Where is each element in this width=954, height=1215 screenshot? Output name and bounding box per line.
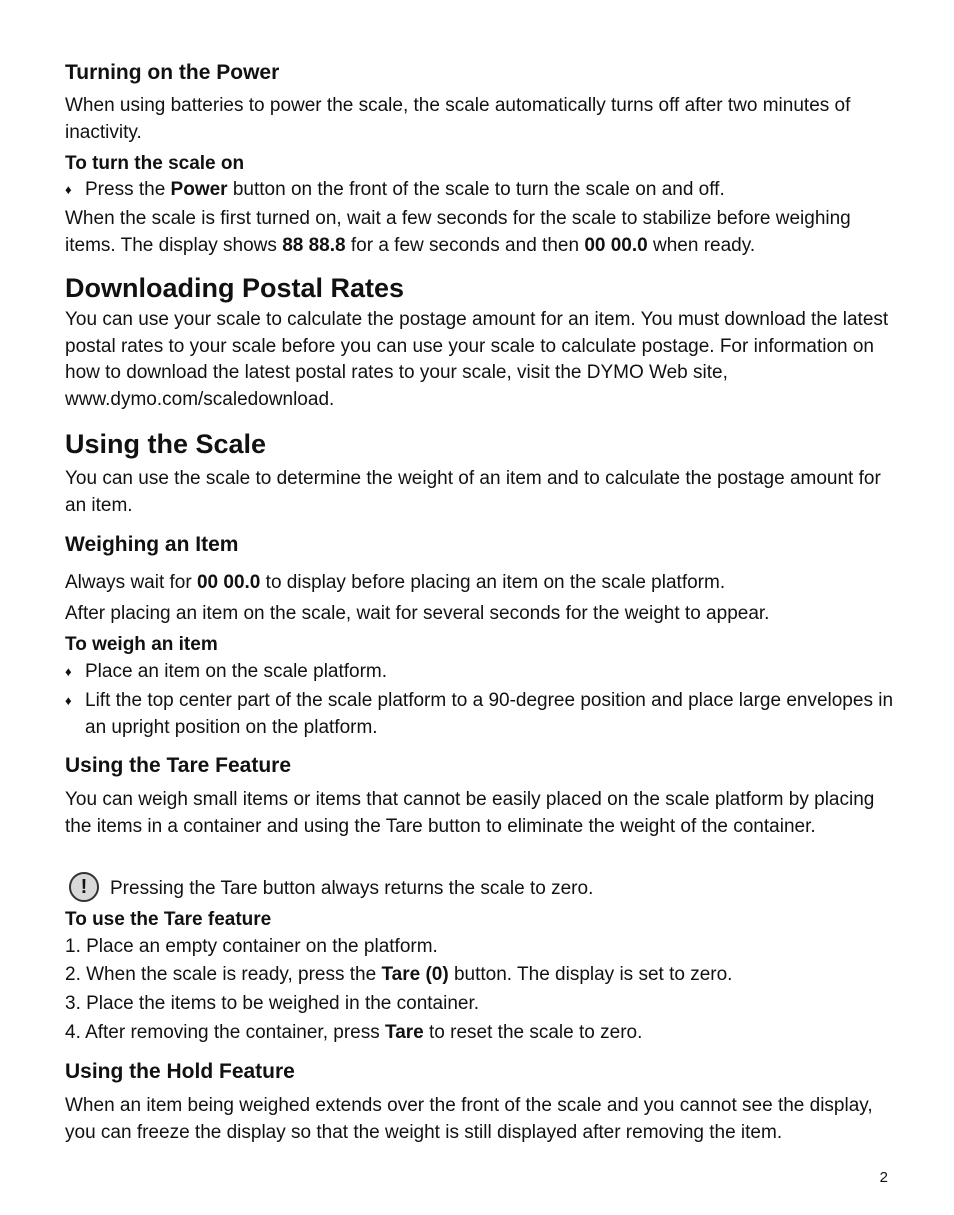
turning-power-intro: When using batteries to power the scale, the scale automatically turns off after two minutes of inactivity. [65, 95, 851, 143]
tare-step-4: 4. After removing the container, press Tare to reset the scale to zero. [65, 1022, 643, 1043]
turning-power-display-paragraph: When the scale is first turned on, wait a few seconds for the scale to stabilize before weighing items. The display shows 88 88.8 for a few seconds and then 00 00.0 when ready. [65, 208, 851, 256]
bullet-place-item: ♦ Place an item on the scale platform. [65, 659, 895, 686]
heading-using-tare-feature: Using the Tare Feature [65, 754, 291, 777]
bullet-lift-platform: ♦ Lift the top center part of the scale platform to a 90-degree position and place large envelopes in an upright position on the platform. [65, 690, 894, 738]
heading-to-weigh-an-item: To weigh an item [65, 634, 218, 655]
heading-downloading-postal-rates: Downloading Postal Rates [65, 273, 405, 303]
heading-using-the-scale: Using the Scale [65, 429, 267, 459]
tare-step-1: 1. Place an empty container on the platform. [65, 936, 438, 957]
tare-step-2: 2. When the scale is ready, press the Tare (0) button. The display is set to zero. [65, 964, 733, 985]
page-number: 2 [879, 1169, 888, 1186]
tare-note: Pressing the Tare button always returns the scale to zero. [110, 878, 594, 899]
weighing-wait-paragraph: Always wait for 00 00.0 to display before placing an item on the scale platform. [65, 572, 726, 593]
heading-turning-on-power: Turning on the Power [65, 61, 280, 84]
diamond-bullet-icon: ♦ [65, 693, 72, 708]
heading-to-use-tare-feature: To use the Tare feature [65, 909, 272, 930]
heading-using-hold-feature: Using the Hold Feature [65, 1060, 295, 1083]
hold-body: When an item being weighed extends over the front of the scale and you cannot see the display, you can freeze the display so that the weight is still displayed after removing the item. [65, 1095, 873, 1143]
exclamation-note-icon: ! [69, 872, 99, 902]
downloading-body: You can use your scale to calculate the postage amount for an item. You must download the latest postal rates to your scale before you can use your scale to calculate postage. For information on how to download the latest postal rates to your scale, visit the DYMO Web site, www.dymo.com/scaledownload. [65, 309, 889, 410]
using-scale-body: You can use the scale to determine the weight of an item and to calculate the postage amount for an item. [65, 468, 881, 516]
diamond-bullet-icon: ♦ [65, 664, 72, 679]
tare-body: You can weigh small items or items that cannot be easily placed on the scale platform by placing the items in a container and using the Tare button to eliminate the weight of the container. [65, 789, 875, 837]
diamond-bullet-icon: ♦ [65, 182, 72, 197]
bullet-press-power: ♦ Press the Power button on the front of the scale to turn the scale on and off. [65, 177, 895, 204]
tare-step-3: 3. Place the items to be weighed in the container. [65, 993, 480, 1014]
heading-to-turn-scale-on: To turn the scale on [65, 153, 245, 174]
heading-weighing-an-item: Weighing an Item [65, 533, 239, 556]
weighing-after-paragraph: After placing an item on the scale, wait for several seconds for the weight to appear. [65, 603, 770, 624]
